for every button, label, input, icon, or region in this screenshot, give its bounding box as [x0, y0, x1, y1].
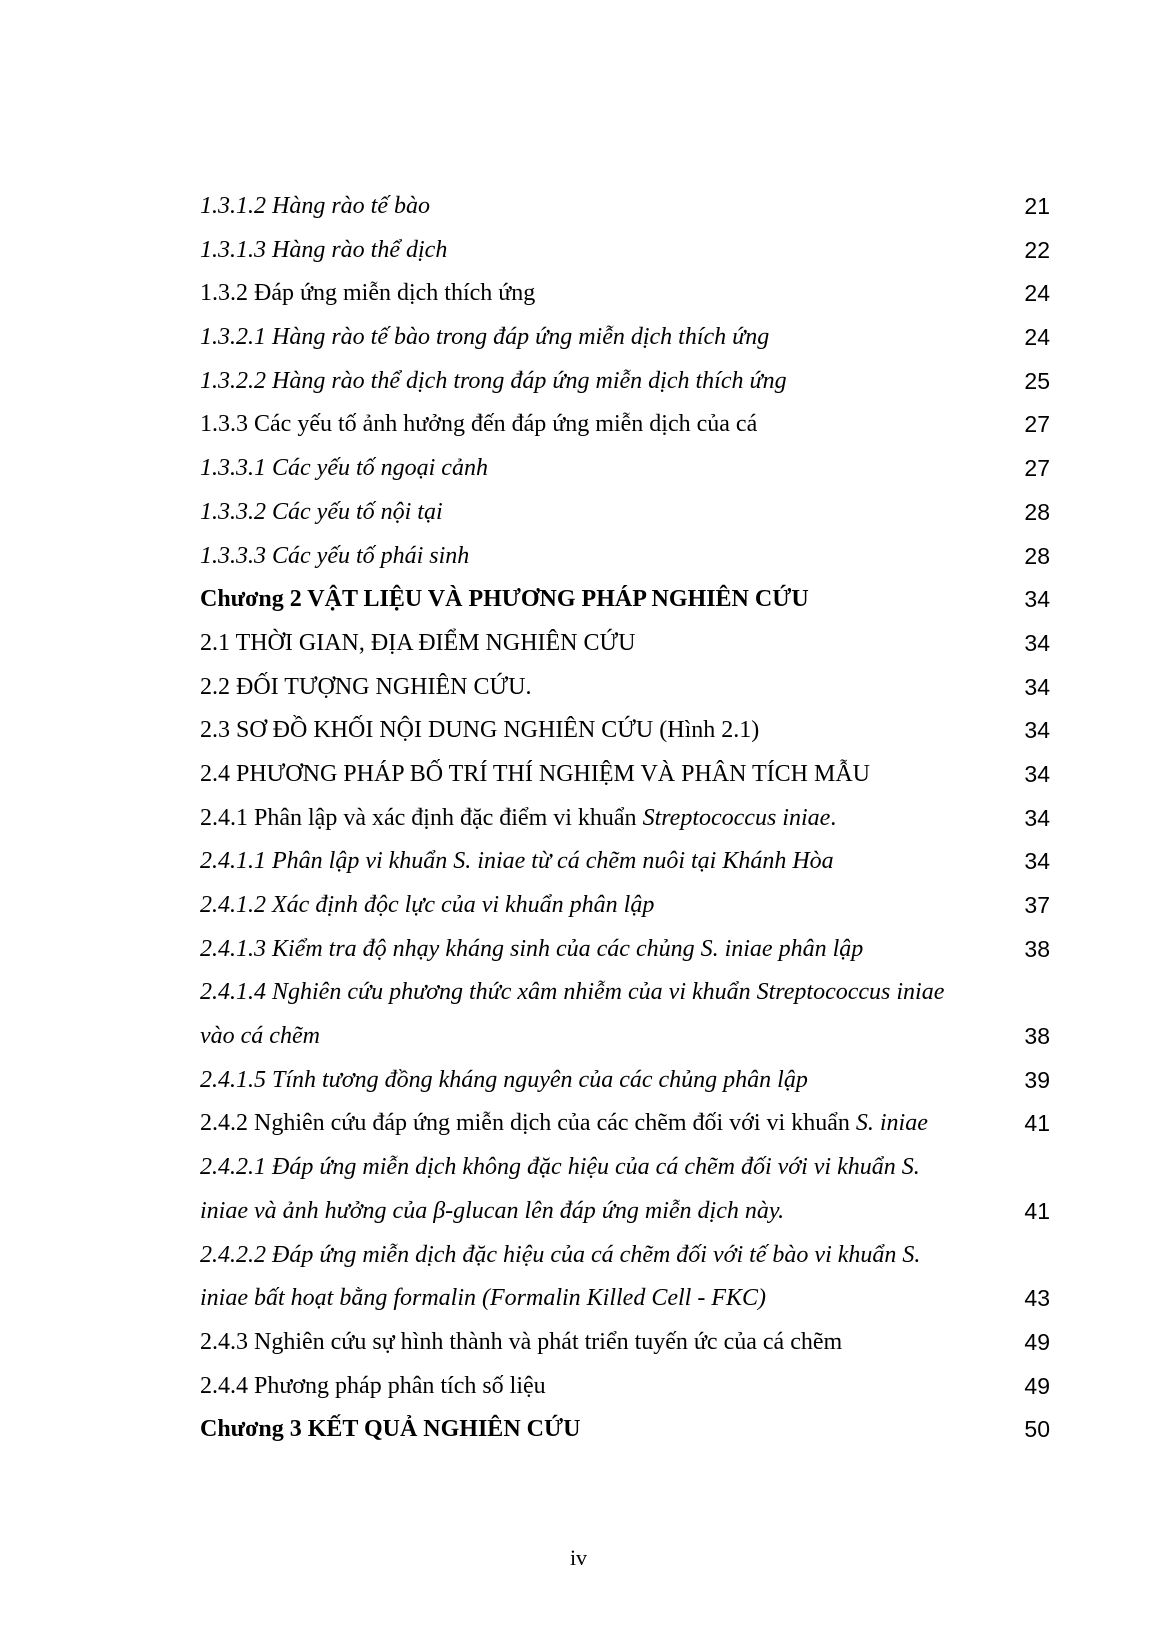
toc-entry[interactable]	[200, 578, 1050, 622]
toc-entry-page-number: 37	[1024, 892, 1050, 918]
toc-entry-title: 1.3.2.2 Hàng rào thể dịch trong đáp ứng miễn dịch thích ứng	[200, 367, 787, 394]
toc-entry-title: 1.3.1.2 Hàng rào tế bào	[200, 193, 430, 219]
toc-entry-page-number: 34	[1024, 586, 1050, 613]
toc-entry[interactable]	[200, 1102, 1050, 1146]
toc-entry-title: 1.3.3.1 Các yếu tố ngoại cảnh	[200, 455, 488, 482]
toc-entry[interactable]	[200, 316, 1050, 360]
toc-entry-title: 2.4.1.4 Nghiên cứu phương thức xâm nhiễm của vi khuẩn Streptococcus iniae	[200, 979, 945, 1006]
toc-entry-title: 2.4 PHƯƠNG PHÁP BỐ TRÍ THÍ NGHIỆM VÀ PHÂN TÍCH MẪU	[200, 760, 871, 787]
toc-entry-page-number: 38	[1024, 935, 1050, 962]
toc-entry-page-number: 43	[1024, 1285, 1050, 1312]
toc-entry-title-suffix: .	[830, 804, 837, 831]
toc-entry-title: 1.3.3.3 Các yếu tố phái sinh	[200, 542, 470, 569]
toc-entry-title: vào cá chẽm	[200, 1023, 320, 1050]
toc-entry-page-number: 41	[1024, 1197, 1050, 1224]
toc-entry-title: iniae bất hoạt bằng formalin (Formalin Killed Cell - FKC)	[200, 1285, 766, 1312]
toc-entry-page-number: 34	[1024, 804, 1050, 831]
toc-entry-page-number: 27	[1024, 411, 1050, 438]
toc-entry[interactable]	[200, 1015, 1050, 1059]
toc-entry-page-number: 41	[1024, 1110, 1050, 1137]
toc-entry-page-number: 27	[1024, 455, 1050, 482]
toc-entry[interactable]	[200, 447, 1050, 491]
toc-entry-title: 2.4.1.1 Phân lập vi khuẩn S. iniae từ cá chẽm nuôi tại Khánh Hòa	[200, 848, 834, 875]
toc-entry[interactable]	[200, 229, 1050, 273]
toc-entry-title: 1.3.1.3 Hàng rào thể dịch	[200, 236, 448, 263]
toc-entry[interactable]	[200, 928, 1050, 972]
toc-entry[interactable]	[200, 971, 1050, 1015]
toc-entry-title-text: 2.4.2 Nghiên cứu đáp ứng miễn dịch của các chẽm đối với vi khuẩn	[200, 1110, 856, 1137]
toc-entry-title: iniae và ảnh hưởng của β-glucan lên đáp ứng miễn dịch này.	[200, 1197, 785, 1224]
toc-entry-title	[200, 797, 836, 841]
toc-entry-title: 2.4.1.5 Tính tương đồng kháng nguyên của các chủng phân lập	[200, 1066, 808, 1093]
toc-entry[interactable]	[200, 403, 1050, 447]
toc-entry-page-number: 24	[1024, 280, 1050, 307]
toc-entry[interactable]	[200, 797, 1050, 841]
toc-entry-page-number: 49	[1024, 1372, 1050, 1399]
toc-entry-page-number: 34	[1024, 848, 1050, 875]
toc-entry-title: Chương 3 KẾT QUẢ NGHIÊN CỨU	[200, 1416, 581, 1443]
toc-entry-page-number: 22	[1024, 236, 1050, 263]
toc-entry-title-italic: S. iniae	[855, 1110, 928, 1137]
toc-entry-title: 1.3.3 Các yếu tố ảnh hưởng đến đáp ứng miễn dịch của cá	[200, 411, 758, 438]
toc-entry[interactable]	[200, 1321, 1050, 1365]
toc-entry-title-italic: Streptococcus iniae	[642, 804, 831, 831]
toc-entry-page-number: 24	[1024, 324, 1050, 351]
toc-entry-title-text: 2.4.1 Phân lập và xác định đặc điểm vi khuẩn	[200, 804, 643, 831]
toc-entry-title: 1.3.2 Đáp ứng miễn dịch thích ứng	[200, 280, 536, 307]
toc-entry-title: Chương 2 VẬT LIỆU VÀ PHƯƠNG PHÁP NGHIÊN CỨU	[200, 586, 809, 613]
toc-entry-title	[200, 1102, 928, 1146]
table-of-contents	[200, 185, 1050, 1452]
toc-entry-page-number: 21	[1024, 193, 1050, 219]
toc-entry[interactable]	[200, 1146, 1050, 1190]
toc-entry-page-number: 34	[1024, 673, 1050, 700]
toc-entry-title: 2.1 THỜI GIAN, ĐỊA ĐIỂM NGHIÊN CỨU	[200, 629, 636, 656]
toc-entry[interactable]	[200, 1365, 1050, 1409]
toc-entry[interactable]	[200, 840, 1050, 884]
toc-entry[interactable]	[200, 1234, 1050, 1278]
toc-entry[interactable]	[200, 622, 1050, 666]
toc-entry-page-number: 49	[1024, 1328, 1050, 1355]
toc-entry-title: 2.4.1.3 Kiểm tra độ nhạy kháng sinh của các chủng S. iniae phân lập	[200, 935, 864, 962]
toc-entry-page-number: 38	[1024, 1023, 1050, 1050]
toc-entry[interactable]	[200, 753, 1050, 797]
toc-entry-title: 1.3.2.1 Hàng rào tế bào trong đáp ứng miễn dịch thích ứng	[200, 324, 770, 351]
toc-entry-page-number: 28	[1024, 498, 1050, 525]
toc-entry-title: 1.3.3.2 Các yếu tố nội tại	[200, 498, 443, 525]
toc-entry-title: 2.4.4 Phương pháp phân tích số liệu	[200, 1372, 546, 1399]
toc-entry[interactable]	[200, 1277, 1050, 1321]
toc-entry-page-number: 34	[1024, 760, 1050, 787]
toc-entry[interactable]	[200, 1059, 1050, 1103]
toc-entry-title: 2.3 SƠ ĐỒ KHỐI NỘI DUNG NGHIÊN CỨU (Hình 2.1)	[200, 717, 760, 744]
toc-entry[interactable]	[200, 1408, 1050, 1452]
toc-entry-page-number: 34	[1024, 629, 1050, 656]
toc-entry-page-number: 28	[1024, 542, 1050, 569]
page-number: iv	[569, 1545, 588, 1570]
toc-entry-title: 2.4.3 Nghiên cứu sự hình thành và phát triển tuyến ức của cá chẽm	[200, 1328, 843, 1355]
toc-entry-page-number: 50	[1024, 1416, 1050, 1443]
toc-entry[interactable]	[200, 491, 1050, 535]
toc-entry[interactable]	[200, 666, 1050, 710]
toc-entry-page-number: 34	[1024, 717, 1050, 744]
toc-entry[interactable]	[200, 272, 1050, 316]
toc-entry[interactable]	[200, 535, 1050, 579]
toc-entry-title: 2.4.1.2 Xác định độc lực của vi khuẩn phân lập	[200, 892, 655, 918]
toc-entry-page-number: 39	[1024, 1066, 1050, 1093]
toc-entry[interactable]	[200, 884, 1050, 928]
toc-entry-title: 2.4.2.2 Đáp ứng miễn dịch đặc hiệu của cá chẽm đối với tế bào vi khuẩn S.	[200, 1241, 921, 1268]
toc-entry[interactable]	[200, 360, 1050, 404]
toc-entry-page-number: 25	[1024, 367, 1050, 394]
toc-entry-title: 2.4.2.1 Đáp ứng miễn dịch không đặc hiệu của cá chẽm đối với vi khuẩn S.	[200, 1154, 920, 1181]
toc-entry-title: 2.2 ĐỐI TƯỢNG NGHIÊN CỨU.	[200, 673, 532, 700]
toc-entry[interactable]	[200, 185, 1050, 229]
toc-entry[interactable]	[200, 1190, 1050, 1234]
toc-entry[interactable]	[200, 709, 1050, 753]
